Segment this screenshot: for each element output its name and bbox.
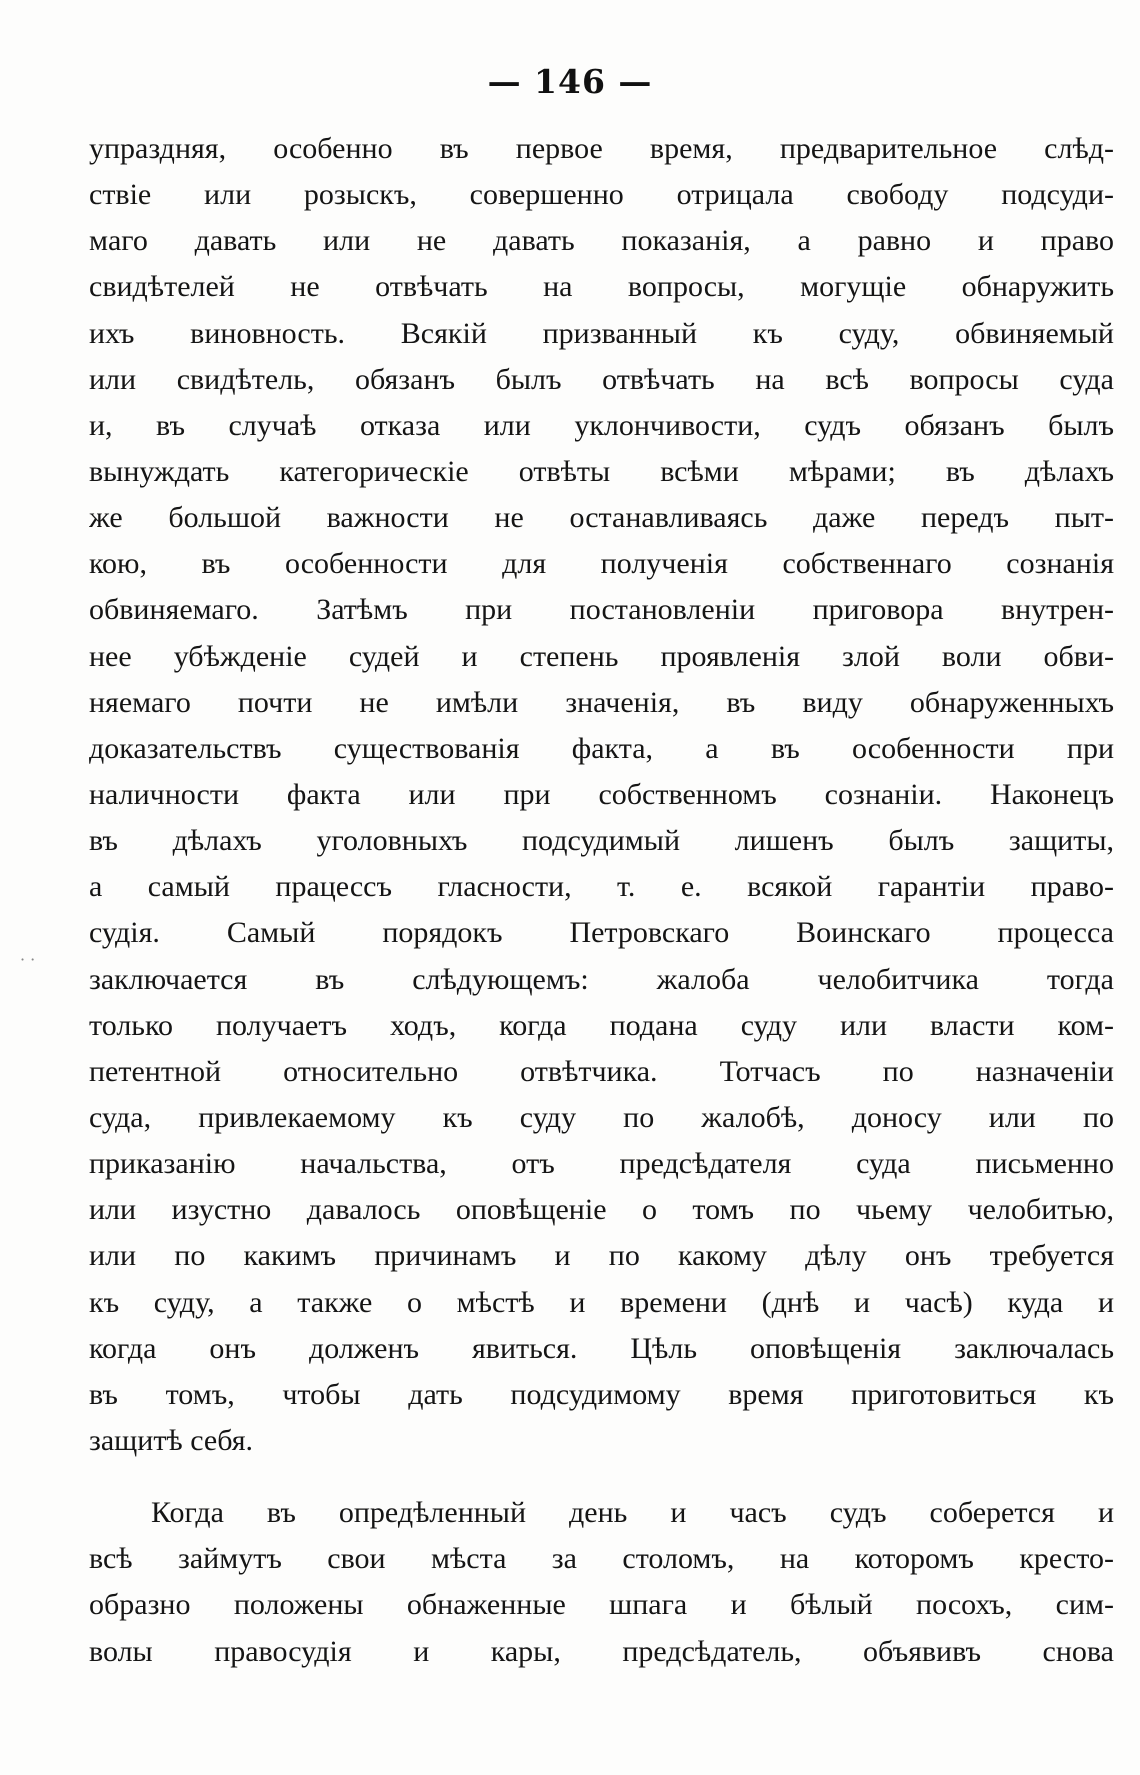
text-line: Когда въ опредѣленный день и часъ судъ соберется и (151, 1496, 1114, 1530)
paragraph-1 (89, 126, 1114, 1464)
text-line: а самый працессъ гласности, т. е. всякой гарантіи право- (89, 870, 1114, 904)
text-line: доказательствъ существованія факта, а въ особенности при (89, 731, 1114, 765)
text-line: или свидѣтель, обязанъ былъ отвѣчать на всѣ вопросы суда (89, 362, 1114, 396)
text-line: или изустно давалось оповѣщеніе о томъ по чьему челобитью, (89, 1193, 1114, 1227)
text-line: къ суду, а также о мѣстѣ и времени (днѣ и часѣ) куда и (89, 1285, 1114, 1319)
text-line: петентной относительно отвѣтчика. Тотчасъ по назначеніи (89, 1054, 1114, 1088)
text-line: обвиняемаго. Затѣмъ при постановленіи приговора внутрен- (89, 593, 1114, 627)
text-line: заключается въ слѣдующемъ: жалоба челобитчика тогда (89, 962, 1114, 996)
text-line: или по какимъ причинамъ и по какому дѣлу онъ требуется (89, 1239, 1114, 1273)
text-line: няемаго почти не имѣли значенія, въ виду обнаруженныхъ (89, 685, 1114, 719)
page-number: — 146 — (487, 62, 653, 101)
text-line: судія. Самый порядокъ Петровскаго Воинскаго процесса (89, 916, 1114, 950)
text-line: же большой важности не останавливаясь даже передъ пыт- (89, 501, 1114, 535)
text-line: приказанію начальства, отъ предсѣдателя суда письменно (89, 1147, 1114, 1181)
text-line: свидѣтелей не отвѣчать на вопросы, могущіе обнаружить (89, 270, 1114, 304)
text-line: суда, привлекаемому къ суду по жалобѣ, доносу или по (89, 1100, 1114, 1134)
text-line: нее убѣжденіе судей и степень проявленія злой воли обви- (89, 639, 1114, 673)
paragraph-gap (89, 1464, 1114, 1490)
text-line: наличности факта или при собственномъ сознаніи. Наконецъ (89, 777, 1114, 811)
text-line: когда онъ долженъ явиться. Цѣль оповѣщенія заключалась (89, 1331, 1114, 1365)
text-line: и, въ случаѣ отказа или уклончивости, судъ обязанъ былъ (89, 408, 1114, 442)
text-line: только получаетъ ходъ, когда подана суду или власти ком- (89, 1008, 1114, 1042)
text-line: ствіе или розыскъ, совершенно отрицала свободу подсуди- (89, 178, 1114, 212)
text-line: всѣ займутъ свои мѣста за столомъ, на которомъ кресто- (89, 1542, 1114, 1576)
text-line: ихъ виновность. Всякій призванный къ суду, обвиняемый (89, 316, 1114, 350)
text-line: защитѣ себя. (89, 1423, 254, 1457)
text-line: упраздняя, особенно въ первое время, предварительное слѣд- (89, 132, 1114, 165)
text-line: волы правосудія и кары, предсѣдатель, объявивъ снова (89, 1634, 1114, 1668)
text-line: образно положены обнаженные шпага и бѣлый посохъ, сим- (89, 1588, 1114, 1622)
text-line: кою, въ особенности для полученія собственнаго сознанія (89, 547, 1114, 581)
text-line: въ томъ, чтобы дать подсудимому время приготовиться къ (89, 1377, 1114, 1411)
body-text (89, 126, 1114, 1675)
paragraph-2 (89, 1490, 1114, 1675)
margin-smudge: · · (20, 950, 36, 969)
text-line: въ дѣлахъ уголовныхъ подсудимый лишенъ былъ защиты, (89, 824, 1114, 858)
text-line: вынуждать категорическіе отвѣты всѣми мѣрами; въ дѣлахъ (89, 454, 1114, 488)
text-line: мaго давать или не давать показанія, а равно и право (89, 224, 1114, 258)
